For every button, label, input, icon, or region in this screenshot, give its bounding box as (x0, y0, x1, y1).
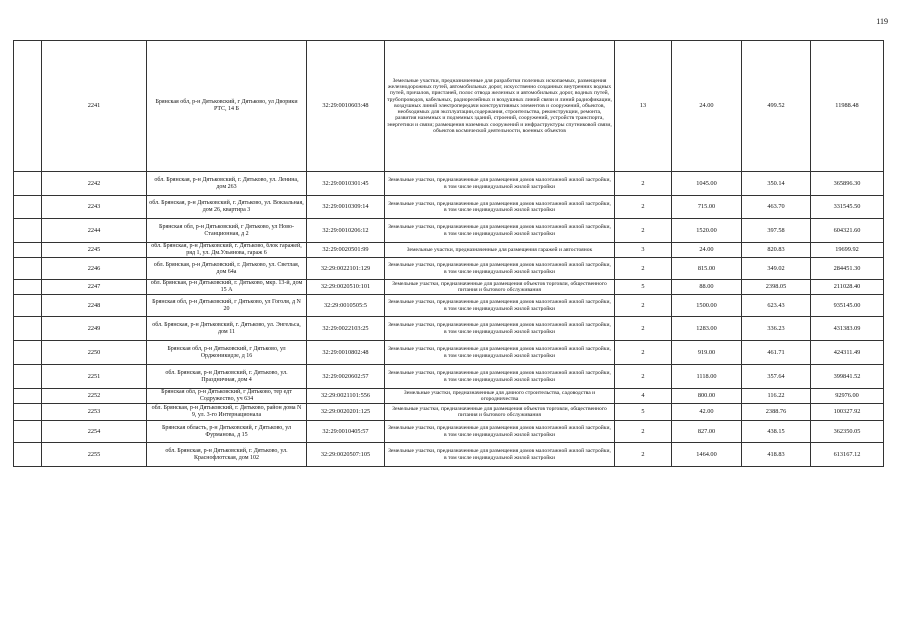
cadastral-value-cell: 399841.52 (811, 365, 884, 389)
row-number: 2243 (42, 196, 147, 219)
area-cell: 800.00 (672, 389, 742, 404)
address-cell: Брянская область, р-н Дятьковский, г Дятьково, ул Фурманова, д 15 (147, 421, 307, 443)
table-body (14, 41, 884, 467)
address-cell: обл. Брянская, р-н Дятьковский, г. Дятьково, ул. Ленина, дом 263 (147, 172, 307, 196)
cadastral-number-cell: 32:29:0022103:25 (307, 317, 385, 341)
use-group-cell: 3 (615, 243, 672, 258)
cadastral-value-cell: 613167.12 (811, 443, 884, 467)
specific-value-cell: 623.43 (742, 295, 811, 317)
permitted-use-cell: Земельные участки, предназначенные для размещения домов малоэтажной жилой застройки, в том числе индивидуальной жилой застройки (385, 258, 615, 280)
cadastral-number-cell: 32:29:0010405:57 (307, 421, 385, 443)
cadastral-number-cell: 32:29:0010603:48 (307, 41, 385, 172)
row-number: 2246 (42, 258, 147, 280)
cadastral-number-cell: 32:29:0010301:45 (307, 172, 385, 196)
blank-cell (14, 317, 42, 341)
permitted-use-cell: Земельные участки, предназначенные для размещения объектов торговли, общественного питания и бытового обслуживания (385, 404, 615, 421)
row-number: 2254 (42, 421, 147, 443)
address-cell: Брянская обл, р-н Дятьковский, г Дятьково, тер едт Содружество, уч 634 (147, 389, 307, 404)
cadastral-value-cell: 604321.60 (811, 219, 884, 243)
specific-value-cell: 820.83 (742, 243, 811, 258)
permitted-use-cell: Земельные участки, предназначенные для размещения домов малоэтажной жилой застройки, в том числе индивидуальной жилой застройки (385, 196, 615, 219)
blank-cell (14, 295, 42, 317)
permitted-use-cell: Земельные участки, предназначенные для размещения домов малоэтажной жилой застройки, в том числе индивидуальной жилой застройки (385, 172, 615, 196)
address-cell: обл. Брянская, р-н Дятьковский, г. Дятьково, ул. Вокзальная, дом 26, квартира 3 (147, 196, 307, 219)
cadastral-value-cell: 92976.00 (811, 389, 884, 404)
page-number: 119 (876, 17, 888, 26)
permitted-use-cell: Земельные участки, предназначенные для размещения гаражей и автостоянок (385, 243, 615, 258)
area-cell: 1283.00 (672, 317, 742, 341)
specific-value-cell: 2388.76 (742, 404, 811, 421)
table-row (14, 341, 884, 365)
use-group-cell: 4 (615, 389, 672, 404)
cadastral-value-cell: 362350.05 (811, 421, 884, 443)
use-group-cell: 2 (615, 258, 672, 280)
address-cell: обл. Брянская, р-н Дятьковский, г. Дятьково, ул. Светлая, дом 64а (147, 258, 307, 280)
blank-cell (14, 404, 42, 421)
cadastral-value-cell: 365896.30 (811, 172, 884, 196)
row-number: 2253 (42, 404, 147, 421)
cadastral-value-cell: 211028.40 (811, 280, 884, 295)
area-cell: 919.00 (672, 341, 742, 365)
table-row (14, 196, 884, 219)
cadastral-number-cell: 32:29:0020602:57 (307, 365, 385, 389)
cadastral-number-cell: 32:29:0020501:99 (307, 243, 385, 258)
area-cell: 1464.00 (672, 443, 742, 467)
specific-value-cell: 418.83 (742, 443, 811, 467)
row-number: 2251 (42, 365, 147, 389)
row-number: 2242 (42, 172, 147, 196)
permitted-use-cell: Земельные участки, предназначенные для размещения домов малоэтажной жилой застройки, в том числе индивидуальной жилой застройки (385, 219, 615, 243)
specific-value-cell: 463.70 (742, 196, 811, 219)
use-group-cell: 2 (615, 443, 672, 467)
specific-value-cell: 336.23 (742, 317, 811, 341)
table-row (14, 219, 884, 243)
area-cell: 715.00 (672, 196, 742, 219)
area-cell: 24.00 (672, 243, 742, 258)
specific-value-cell: 349.02 (742, 258, 811, 280)
area-cell: 827.00 (672, 421, 742, 443)
table-row (14, 389, 884, 404)
area-cell: 1500.00 (672, 295, 742, 317)
cadastral-value-cell: 284451.30 (811, 258, 884, 280)
permitted-use-cell: Земельные участки, предназначенные для размещения домов малоэтажной жилой застройки, в том числе индивидуальной жилой застройки (385, 443, 615, 467)
blank-cell (14, 389, 42, 404)
table-row (14, 404, 884, 421)
permitted-use-cell: Земельные участки, предназначенные для дачного строительства, садоводства и огородничества (385, 389, 615, 404)
cadastral-number-cell: 32:29:0020201:125 (307, 404, 385, 421)
permitted-use-cell: Земельные участки, предназначенные для размещения домов малоэтажной жилой застройки, в том числе индивидуальной жилой застройки (385, 317, 615, 341)
blank-cell (14, 172, 42, 196)
row-number: 2244 (42, 219, 147, 243)
table-row (14, 317, 884, 341)
table-row (14, 443, 884, 467)
cadastral-number-cell: 32:29:0020510:101 (307, 280, 385, 295)
cadastral-number-cell: 32:29:0010309:14 (307, 196, 385, 219)
address-cell: Брянская обл, р-н Дятьковский, г Дятьково, ул Ново-Станционная, д 2 (147, 219, 307, 243)
use-group-cell: 2 (615, 219, 672, 243)
permitted-use-cell: Земельные участки, предназначенные для размещения домов малоэтажной жилой застройки, в том числе индивидуальной жилой застройки (385, 295, 615, 317)
address-cell: обл. Брянская, р-н Дятьковский, г. Дятьково, мкр. 13-й, дом 15 А (147, 280, 307, 295)
address-cell: Брянская обл, р-н Дятьковский, г Дятьково, ул Гоголя, д N 20 (147, 295, 307, 317)
cadastral-number-cell: 32:29:0010802:48 (307, 341, 385, 365)
address-cell: Брянская обл, р-н Дятьковский, г Дятьково, ул Дворики РТС, 14 Б (147, 41, 307, 172)
use-group-cell: 5 (615, 280, 672, 295)
table-row (14, 243, 884, 258)
address-cell: обл. Брянская, р-н Дятьковский, г. Дятьково, ул. Энгельса, дом 11 (147, 317, 307, 341)
use-group-cell: 2 (615, 172, 672, 196)
cadastral-number-cell: 32:29:0020507:105 (307, 443, 385, 467)
cadastral-value-cell: 424311.49 (811, 341, 884, 365)
use-group-cell: 13 (615, 41, 672, 172)
specific-value-cell: 2398.05 (742, 280, 811, 295)
table-row (14, 258, 884, 280)
blank-cell (14, 341, 42, 365)
blank-cell (14, 443, 42, 467)
use-group-cell: 2 (615, 196, 672, 219)
specific-value-cell: 499.52 (742, 41, 811, 172)
use-group-cell: 2 (615, 365, 672, 389)
address-cell: обл. Брянская, р-н Дятьковский, г. Дятьково, район дома N 9, ул. 3-го Интернационала (147, 404, 307, 421)
table-row (14, 172, 884, 196)
cadastral-value-cell: 19699.92 (811, 243, 884, 258)
table-row (14, 41, 884, 172)
cadastral-number-cell: 32:29:0021101:556 (307, 389, 385, 404)
specific-value-cell: 116.22 (742, 389, 811, 404)
blank-cell (14, 421, 42, 443)
use-group-cell: 2 (615, 421, 672, 443)
address-cell: обл. Брянская, р-н Дятьковский, г. Дятьково, ул. Праздничная, дом 4 (147, 365, 307, 389)
table-row (14, 421, 884, 443)
cadastral-value-cell: 11988.48 (811, 41, 884, 172)
cadastral-value-table (13, 40, 884, 467)
address-cell: Брянская обл, р-н Дятьковский, г Дятьково, ул Орджоникидзе, д 16 (147, 341, 307, 365)
use-group-cell: 2 (615, 317, 672, 341)
row-number: 2255 (42, 443, 147, 467)
row-number: 2252 (42, 389, 147, 404)
row-number: 2247 (42, 280, 147, 295)
row-number: 2250 (42, 341, 147, 365)
table-row (14, 295, 884, 317)
cadastral-value-cell: 100327.92 (811, 404, 884, 421)
area-cell: 1045.00 (672, 172, 742, 196)
specific-value-cell: 438.15 (742, 421, 811, 443)
blank-cell (14, 41, 42, 172)
permitted-use-cell: Земельные участки, предназначенные для размещения домов малоэтажной жилой застройки, в том числе индивидуальной жилой застройки (385, 341, 615, 365)
specific-value-cell: 357.64 (742, 365, 811, 389)
specific-value-cell: 397.58 (742, 219, 811, 243)
blank-cell (14, 219, 42, 243)
cadastral-number-cell: 32:29:0010505:5 (307, 295, 385, 317)
cadastral-number-cell: 32:29:0010206:12 (307, 219, 385, 243)
blank-cell (14, 280, 42, 295)
use-group-cell: 2 (615, 341, 672, 365)
area-cell: 1118.00 (672, 365, 742, 389)
row-number: 2245 (42, 243, 147, 258)
permitted-use-cell: Земельные участки, предназначенные для размещения домов малоэтажной жилой застройки, в том числе индивидуальной жилой застройки (385, 421, 615, 443)
area-cell: 88.00 (672, 280, 742, 295)
blank-cell (14, 365, 42, 389)
area-cell: 815.00 (672, 258, 742, 280)
specific-value-cell: 461.71 (742, 341, 811, 365)
area-cell: 24.00 (672, 41, 742, 172)
cadastral-value-cell: 935145.00 (811, 295, 884, 317)
blank-cell (14, 258, 42, 280)
table-row (14, 280, 884, 295)
use-group-cell: 2 (615, 295, 672, 317)
row-number: 2241 (42, 41, 147, 172)
cadastral-value-cell: 331545.50 (811, 196, 884, 219)
permitted-use-cell: Земельные участки, предназначенные для размещения объектов торговли, общественного питания и бытового обслуживания (385, 280, 615, 295)
address-cell: обл. Брянская, р-н Дятьковский, г. Дятьково, блок гаражей, ряд 1, ул. Дм.Ульянова, гараж 6 (147, 243, 307, 258)
address-cell: обл. Брянская, р-н Дятьковский, г. Дятьково, ул. Краснофлотская, дом 102 (147, 443, 307, 467)
use-group-cell: 5 (615, 404, 672, 421)
area-cell: 42.00 (672, 404, 742, 421)
row-number: 2248 (42, 295, 147, 317)
table-row (14, 365, 884, 389)
area-cell: 1520.00 (672, 219, 742, 243)
blank-cell (14, 243, 42, 258)
permitted-use-cell: Земельные участки, предназначенные для размещения домов малоэтажной жилой застройки, в том числе индивидуальной жилой застройки (385, 365, 615, 389)
permitted-use-cell: Земельные участки, предназначенные для разработки полезных ископаемых, размещения железнодорожных путей, автомобильных дорог, искусственно созданных внутренних водных путей, причалов, пристаней, полос отвода железных и автомобильных дорог, водных путей, трубопроводов, кабельных, радиорелейных и воздушных линий связи и линий радиофикации, воздушных линий электропередачи конструктивных элементов и сооружений, объектов, необходимых для эксплуатации,содержания, строительства, реконструкции, ремонта, развития наземных и подземных зданий, строений, сооружений, устройств транспорта, энергетики и связи; размещения наземных сооружений и инфраструктуры спутниковой связи, объектов космической деятельности, военных объектов (385, 41, 615, 172)
blank-cell (14, 196, 42, 219)
specific-value-cell: 350.14 (742, 172, 811, 196)
row-number: 2249 (42, 317, 147, 341)
cadastral-value-cell: 431383.09 (811, 317, 884, 341)
cadastral-number-cell: 32:29:0022101:129 (307, 258, 385, 280)
